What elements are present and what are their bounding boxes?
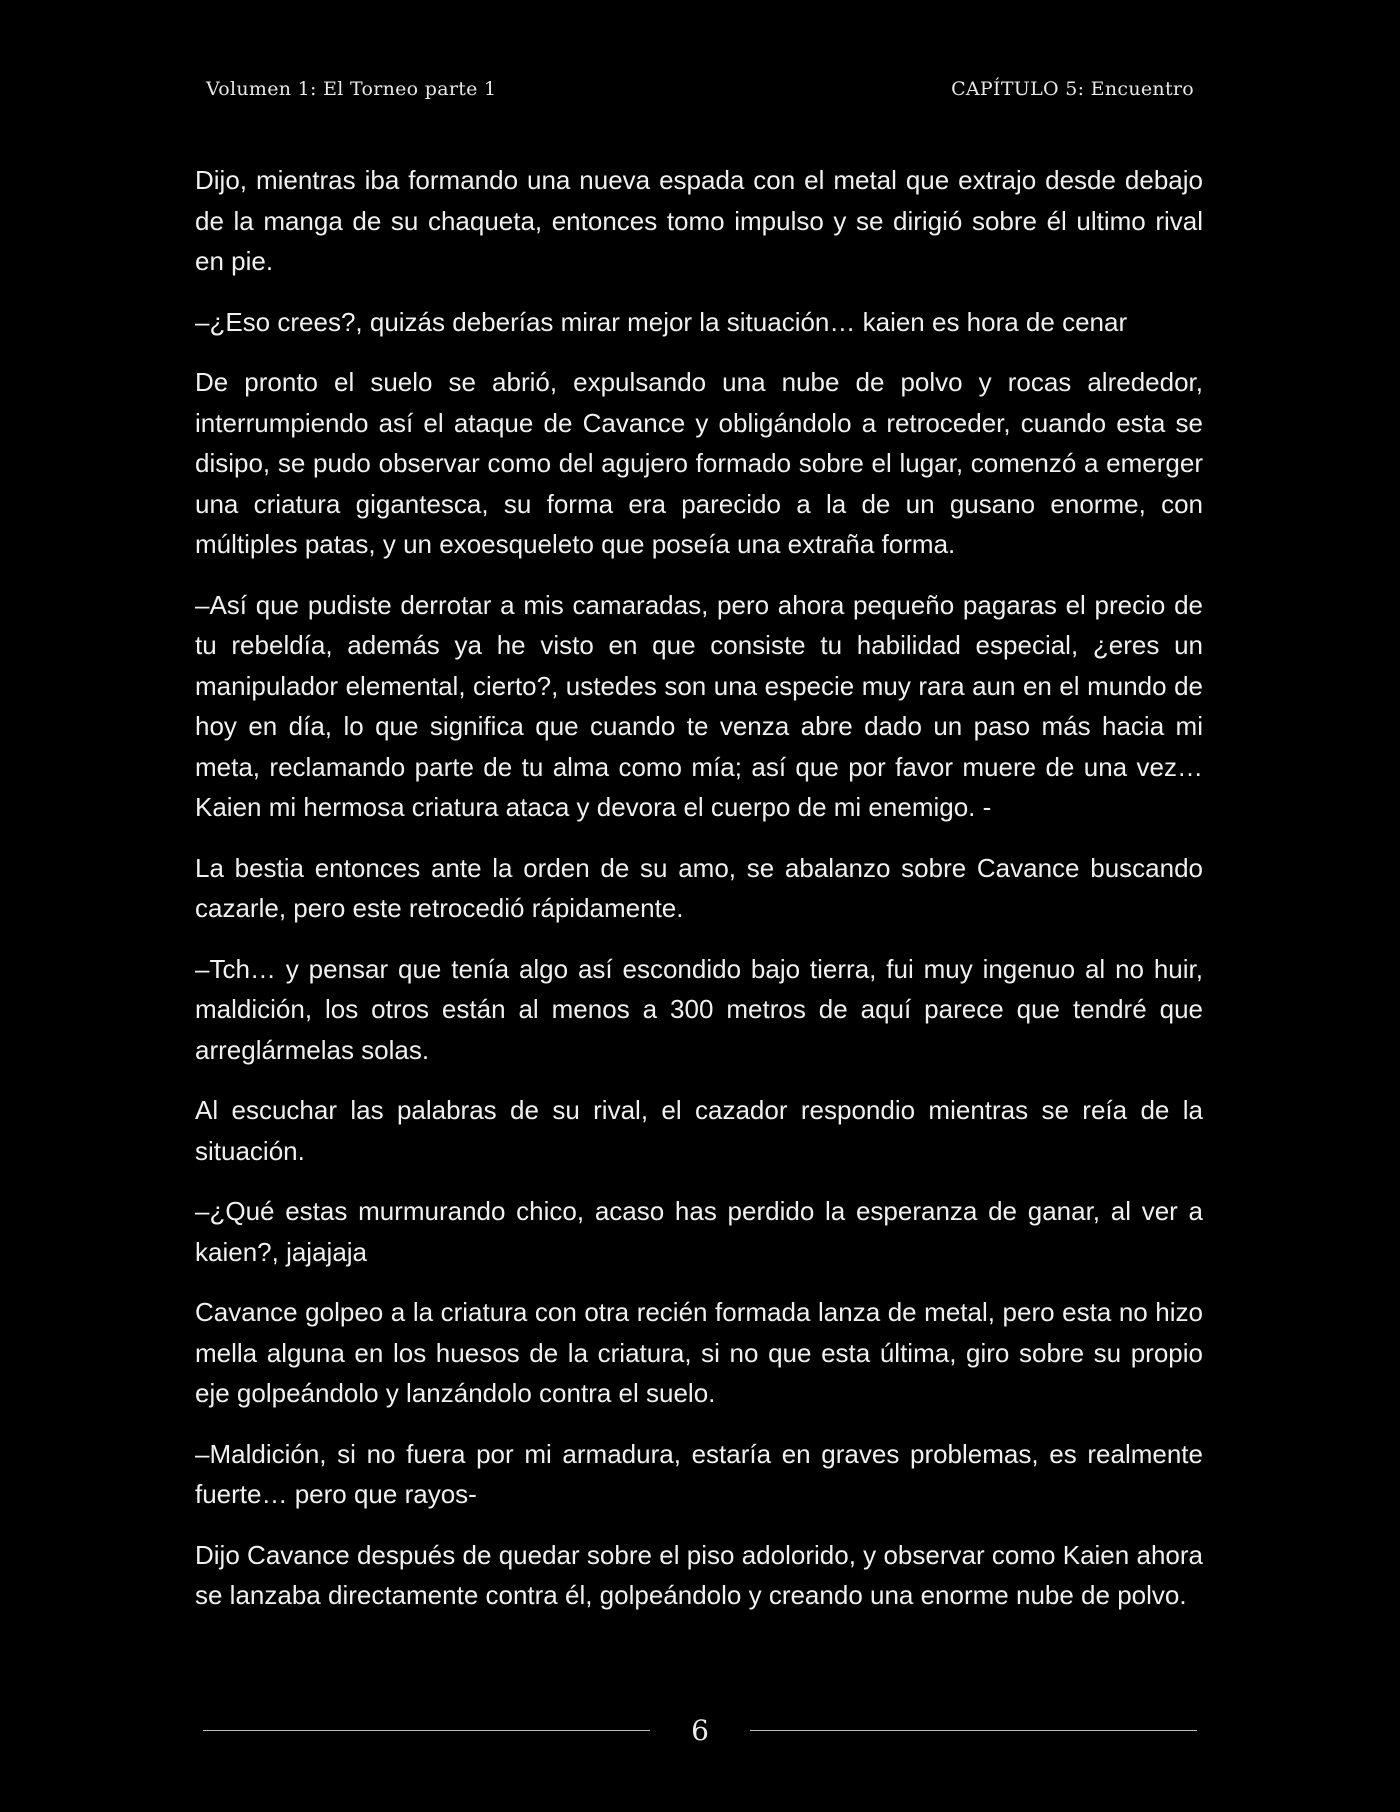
- header-chapter-title: CAPÍTULO 5: Encuentro: [951, 78, 1194, 100]
- paragraph: Dijo, mientras iba formando una nueva espada con el metal que extrajo desde debajo de la manga de su chaqueta, entonces tomo impulso y se dirigió sobre él ultimo rival en pie.: [195, 165, 1203, 276]
- paragraph: La bestia entonces ante la orden de su amo, se abalanzo sobre Cavance buscando cazarle, pero este retrocedió rápidamente.: [195, 852, 1203, 923]
- footer-rule-right: [750, 1730, 1197, 1731]
- paragraph: –Así que pudiste derrotar a mis camaradas, pero ahora pequeño pagaras el precio de tu rebeldía, además ya he visto en que consiste tu habilidad especial, ¿eres un manipulador elemental, cierto?, ustedes son una especie muy rara aun en el mundo de hoy en día, lo que significa que cuando te venza abre dado un paso más hacia mi meta, reclamando parte de tu alma como mía; así que por favor muere de una vez… Kaien mi hermosa criatura ataca y devora el cuerpo de mi enemigo. -: [195, 589, 1203, 822]
- header-volume-title: Volumen 1: El Torneo parte 1: [206, 78, 497, 100]
- paragraph: Cavance golpeo a la criatura con otra recién formada lanza de metal, pero esta no hizo mella alguna en los huesos de la criatura, si no que esta última, giro sobre su propio eje golpeándolo y lanzándolo contra el suelo.: [195, 1297, 1203, 1408]
- page-footer: [203, 1705, 1197, 1755]
- paragraph: Dijo Cavance después de quedar sobre el piso adolorido, y observar como Kaien ahora se lanzaba directamente contra él, golpeándolo y creando una enorme nube de polvo.: [195, 1539, 1203, 1610]
- paragraph: –Maldición, si no fuera por mi armadura, estaría en graves problemas, es realmente fuerte… pero que rayos-: [195, 1438, 1203, 1509]
- paragraph: De pronto el suelo se abrió, expulsando una nube de polvo y rocas alrededor, interrumpiendo así el ataque de Cavance y obligándolo a retroceder, cuando esta se disipo, se pudo observar como del agujero formado sobre el lugar, comenzó a emerger una criatura gigantesca, su forma era parecido a la de un gusano enorme, con múltiples patas, y un exoesqueleto que poseía una extraña forma.: [195, 367, 1203, 559]
- paragraph: –¿Qué estas murmurando chico, acaso has perdido la esperanza de ganar, al ver a kaien?, jajajaja: [195, 1196, 1203, 1267]
- body-text: [195, 160, 1203, 1636]
- paragraph: Al escuchar las palabras de su rival, el cazador respondio mientras se reía de la situación.: [195, 1095, 1203, 1166]
- page-number: 6: [691, 1713, 709, 1747]
- paragraph: –Tch… y pensar que tenía algo así escondido bajo tierra, fui muy ingenuo al no huir, maldición, los otros están al menos a 300 metros de aquí parece que tendré que arreglármelas solas.: [195, 953, 1203, 1065]
- running-header: [206, 78, 1194, 100]
- paragraph: –¿Eso crees?, quizás deberías mirar mejor la situación… kaien es hora de cenar: [195, 306, 1128, 337]
- footer-rule-left: [203, 1730, 650, 1731]
